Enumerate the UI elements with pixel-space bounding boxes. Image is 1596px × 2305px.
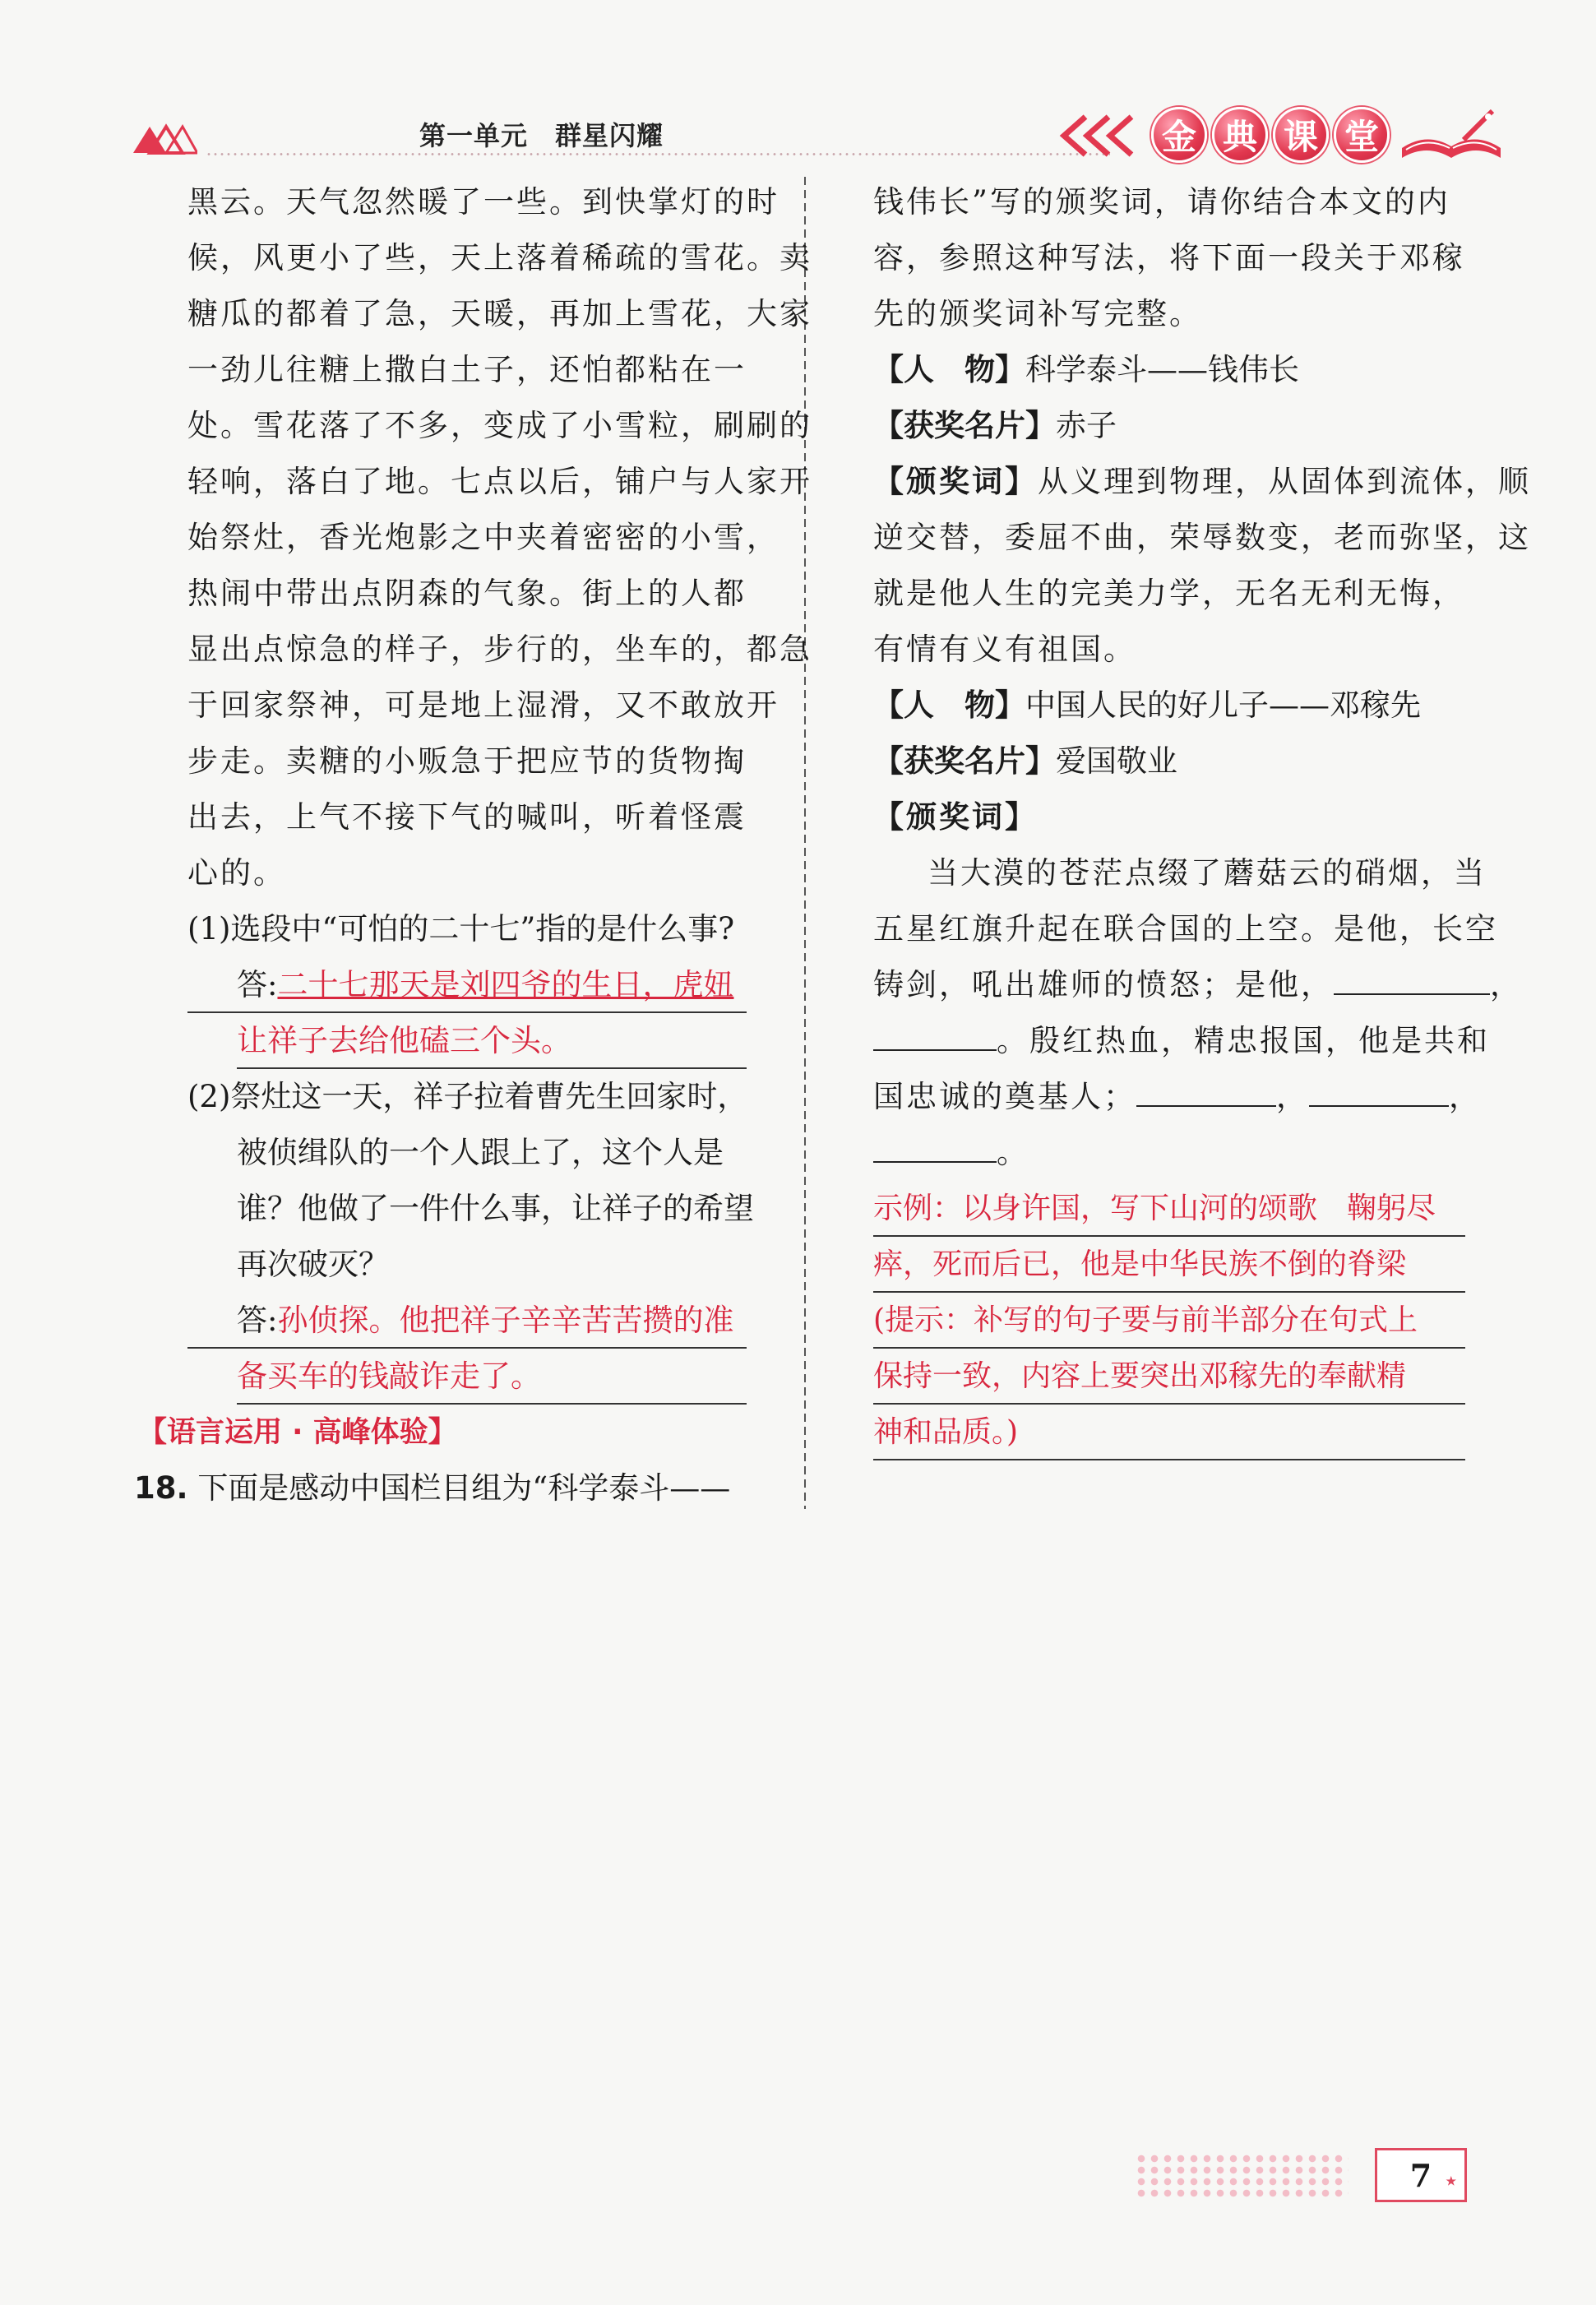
- speech-line: [873, 454, 1531, 510]
- brand-char: 堂: [1334, 107, 1390, 163]
- question-text: 谁？他做了一件什么事，让祥子的希望: [237, 1191, 754, 1226]
- passage-line: 始祭灶，香光炮影之中夹着密密的小雪，: [187, 520, 779, 555]
- footer-dot-pattern: [1135, 2153, 1349, 2199]
- example-line: 保持一致，内容上要突出邓稼先的奉献精: [873, 1349, 1465, 1405]
- fill-blank[interactable]: [1309, 1071, 1449, 1107]
- speech-line: 当大漠的苍茫点缀了蘑菇云的硝烟，当: [928, 855, 1487, 891]
- brand-char: 课: [1273, 107, 1329, 163]
- speech-punct: ，: [1449, 1079, 1482, 1114]
- answer-text: 让祥子去给他磕三个头。: [237, 1023, 571, 1058]
- passage-line: 于回家祭神，可是地上湿滑，又不敢放开: [187, 687, 779, 723]
- right-column: [873, 174, 1531, 1460]
- award-2-row: [873, 734, 1465, 789]
- fill-blank[interactable]: [1334, 959, 1490, 995]
- section-tag: 【语言运用 · 高峰体验】: [138, 1416, 457, 1449]
- speech-line: 就是他人生的完美力学，无名无利无悔，: [873, 576, 1465, 611]
- person-label: 【人 物】: [873, 687, 1025, 723]
- speech-1: [873, 454, 1531, 678]
- passage-line: 一劲儿往糖上撒白土子，还怕都粘在一: [187, 352, 747, 387]
- passage-line: 出去，上气不接下气的喊叫，听着怪震: [187, 799, 747, 835]
- left-column: [134, 174, 812, 1516]
- speech-text: 从义理到物理，从固体到流体，顺: [1038, 464, 1531, 499]
- star-icon: ★: [1446, 2175, 1456, 2188]
- passage-line: 热闹中带出点阴森的气象。街上的人都: [187, 576, 747, 611]
- person-label: 【人 物】: [873, 352, 1025, 387]
- speech-line: [873, 957, 1523, 1013]
- column-divider: [799, 177, 811, 1509]
- answer-text: 孙侦探。他把祥子辛辛苦苦攒的准: [277, 1303, 734, 1338]
- passage-line: 糖瓜的都着了急，天暖，再加上雪花，大家: [187, 296, 812, 331]
- question-2: [187, 1069, 779, 1405]
- passage-line: 步走。卖糖的小贩急于把应节的货物掏: [187, 743, 747, 779]
- speech-text: 国忠诚的奠基人；: [873, 1079, 1136, 1114]
- answer-line: [187, 957, 747, 1013]
- speech-punct: 。: [997, 1135, 1029, 1170]
- unit-title: 第一单元 群星闪耀: [419, 120, 664, 151]
- header-dotted-rule: [206, 153, 1110, 155]
- person-value: 科学泰斗——钱伟长: [1025, 352, 1299, 387]
- question-text: (2)祭灶这一天，祥子拉着曹先生回家时，: [187, 1079, 748, 1114]
- brand-char: 金: [1151, 107, 1207, 163]
- award-label: 【获奖名片】: [873, 743, 1056, 779]
- page-number: [1375, 2148, 1467, 2202]
- award-1-row: [873, 398, 1465, 454]
- person-1-row: [873, 342, 1465, 398]
- passage: [187, 174, 812, 901]
- speech-text: 。殷红热血，精忠报国，他是共和: [997, 1023, 1490, 1058]
- speech-line: [873, 1125, 1465, 1181]
- speech-line: 有情有义有祖国。: [873, 632, 1136, 667]
- question-text: 被侦缉队的一个人跟上了，这个人是: [237, 1135, 724, 1170]
- page-header: [132, 107, 1513, 173]
- answer-prefix: 答:: [237, 1303, 278, 1338]
- passage-line: 轻响，落白了地。七点以后，铺户与人家开: [187, 464, 812, 499]
- question-text: 下面是感动中国栏目组为“科学泰斗——: [197, 1470, 731, 1506]
- chevron-left-icon: [1052, 107, 1168, 164]
- question-text: (1)选段中“可怕的二十七”指的是什么事?: [187, 911, 735, 947]
- example-line: 示例：以身许国，写下山河的颂歌 鞠躬尽: [873, 1181, 1465, 1237]
- speech-2: [873, 789, 1523, 1181]
- passage-line: 候，风更小了些，天上落着稀疏的雪花。卖: [187, 240, 812, 275]
- speech-label: 【颁奖词】: [873, 464, 1038, 499]
- fill-blank[interactable]: [1136, 1071, 1276, 1107]
- question-text: 再次破灭？: [237, 1247, 389, 1282]
- speech-line: 逆交替，委屈不曲，荣辱数变，老而弥坚，这: [873, 520, 1531, 555]
- passage-line: 黑云。天气忽然暖了一些。到快掌灯的时: [187, 184, 779, 220]
- question-number: 18.: [134, 1470, 188, 1506]
- answer-prefix: 答:: [237, 967, 278, 1002]
- answer-text: 备买车的钱敲诈走了。: [237, 1358, 541, 1394]
- answer-text: 二十七那天是刘四爷的生日，虎妞: [277, 967, 734, 1002]
- answer-line: [237, 1349, 747, 1405]
- passage-line: 心的。: [187, 855, 286, 891]
- brand-logo: [1151, 107, 1390, 163]
- example-line: 瘁，死而后已，他是中华民族不倒的脊梁: [873, 1237, 1465, 1293]
- speech-label: 【颁奖词】: [873, 799, 1038, 835]
- example-line: (提示：补写的句子要与前半部分在句式上: [873, 1293, 1465, 1349]
- speech-punct: ，: [1490, 967, 1523, 1002]
- speech-text: 铸剑，吼出雄师的愤怒；是他，: [873, 967, 1334, 1002]
- brand-char: 典: [1212, 107, 1268, 163]
- passage-line: 处。雪花落了不多，变成了小雪粒，刷刷的: [187, 408, 812, 443]
- passage-line: 显出点惊急的样子，步行的，坐车的，都急: [187, 632, 812, 667]
- award-value: 爱国敬业: [1056, 743, 1177, 779]
- question-1: [187, 901, 779, 1069]
- answer-line: [237, 1013, 747, 1069]
- intro-line: 钱伟长”写的颁奖词，请你结合本文的内: [873, 184, 1450, 220]
- speech-line: [873, 1069, 1482, 1125]
- award-label: 【获奖名片】: [873, 408, 1056, 443]
- person-value: 中国人民的好儿子——邓稼先: [1025, 687, 1421, 723]
- triangle-stripes-icon: [132, 122, 197, 155]
- example-line: 神和品质。): [873, 1405, 1465, 1460]
- fill-blank[interactable]: [873, 1127, 997, 1163]
- award-value: 赤子: [1056, 408, 1117, 443]
- fill-blank[interactable]: [873, 1015, 997, 1051]
- answer-line: [187, 1293, 747, 1349]
- page-number-text: 7: [1409, 2156, 1432, 2194]
- speech-line: 五星红旗升起在联合国的上空。是他，长空: [873, 911, 1498, 947]
- intro-line: 容，参照这种写法，将下面一段关于邓稼: [873, 240, 1465, 275]
- person-2-row: [873, 678, 1465, 734]
- example-answer: [873, 1181, 1465, 1460]
- intro-line: 先的颁奖词补写完整。: [873, 296, 1202, 331]
- speech-punct: ，: [1276, 1079, 1309, 1114]
- open-book-pen-icon: [1398, 107, 1505, 169]
- speech-line: [873, 1013, 1490, 1069]
- question-18: [134, 1460, 779, 1516]
